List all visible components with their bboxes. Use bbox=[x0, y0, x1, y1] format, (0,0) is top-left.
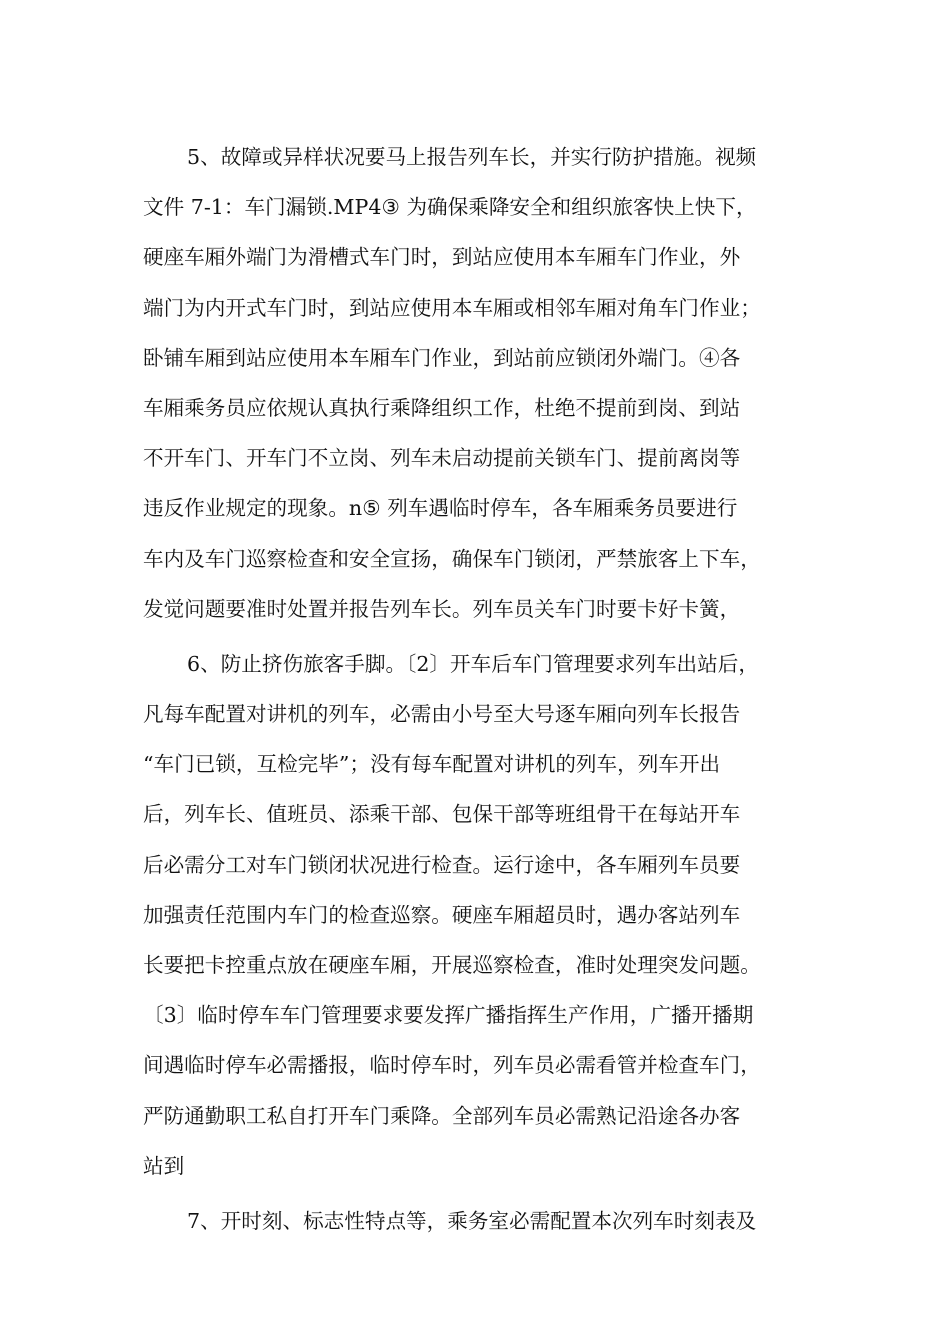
text-line: 6、防止挤伤旅客手脚。〔2〕开车后车门管理要求列车出站后， bbox=[187, 651, 759, 676]
paragraph-5 bbox=[143, 132, 823, 634]
text-line: 5、故障或异样状况要马上报告列车长，并实行防护措施。视频 bbox=[187, 145, 757, 169]
paragraph-6 bbox=[143, 639, 823, 1191]
text-line: 站到 bbox=[143, 1153, 185, 1178]
text-line: 硬座车厢外端门为滑槽式车门时，到站应使用本车厢车门作业，外 bbox=[143, 245, 741, 270]
text-line: 后，列车长、值班员、添乘干部、包保干部等班组骨干在每站开车 bbox=[143, 802, 741, 827]
text-line: 加强责任范围内车门的检查巡察。硬座车厢超员时，遇办客站列车 bbox=[143, 902, 741, 927]
text-line: 发觉问题要准时处置并报告列车长。列车员关车门时要卡好卡簧， bbox=[143, 596, 741, 621]
text-line: 〔3〕临时停车车门管理要求要发挥广播指挥生产作用，广播开播期 bbox=[143, 1003, 754, 1028]
text-line: 车厢乘务员应依规认真执行乘降组织工作，杜绝不提前到岗、到站 bbox=[143, 395, 741, 420]
text-line: 卧铺车厢到站应使用本车厢车门作业，到站前应锁闭外端门。④各 bbox=[143, 345, 741, 370]
text-line: 端门为内开式车门时，到站应使用本车厢或相邻车厢对角车门作业； bbox=[143, 295, 761, 320]
text-line: 违反作业规定的现象。n⑤ 列车遇临时停车，各车厢乘务员要进行 bbox=[143, 496, 738, 521]
paragraph-7 bbox=[143, 1196, 823, 1246]
text-line: 间遇临时停车必需播报，临时停车时，列车员必需看管并检查车门， bbox=[143, 1053, 761, 1078]
text-line: 长要把卡控重点放在硬座车厢，开展巡察检查，准时处理突发问题。 bbox=[143, 953, 761, 977]
text-line: 不开车门、开车门不立岗、列车未启动提前关锁车门、提前离岗等 bbox=[143, 446, 741, 471]
text-line: 凡每车配置对讲机的列车，必需由小号至大号逐车厢向列车长报告 bbox=[143, 702, 741, 727]
text-line: “车门已锁，互检完毕”；没有每车配置对讲机的列车，列车开出 bbox=[143, 752, 721, 777]
text-line: 7、开时刻、标志性特点等，乘务室必需配置本次列车时刻表及 bbox=[187, 1208, 757, 1233]
document-page bbox=[143, 132, 823, 1246]
text-line: 严防通勤职工私自打开车门乘降。全部列车员必需熟记沿途各办客 bbox=[143, 1103, 741, 1128]
text-line: 文件 7-1：车门漏锁.MP4③ 为确保乘降安全和组织旅客快上快下， bbox=[143, 195, 757, 220]
text-line: 后必需分工对车门锁闭状况进行检查。运行途中，各车厢列车员要 bbox=[143, 852, 741, 877]
text-line: 车内及车门巡察检查和安全宣扬，确保车门锁闭，严禁旅客上下车， bbox=[143, 546, 761, 571]
